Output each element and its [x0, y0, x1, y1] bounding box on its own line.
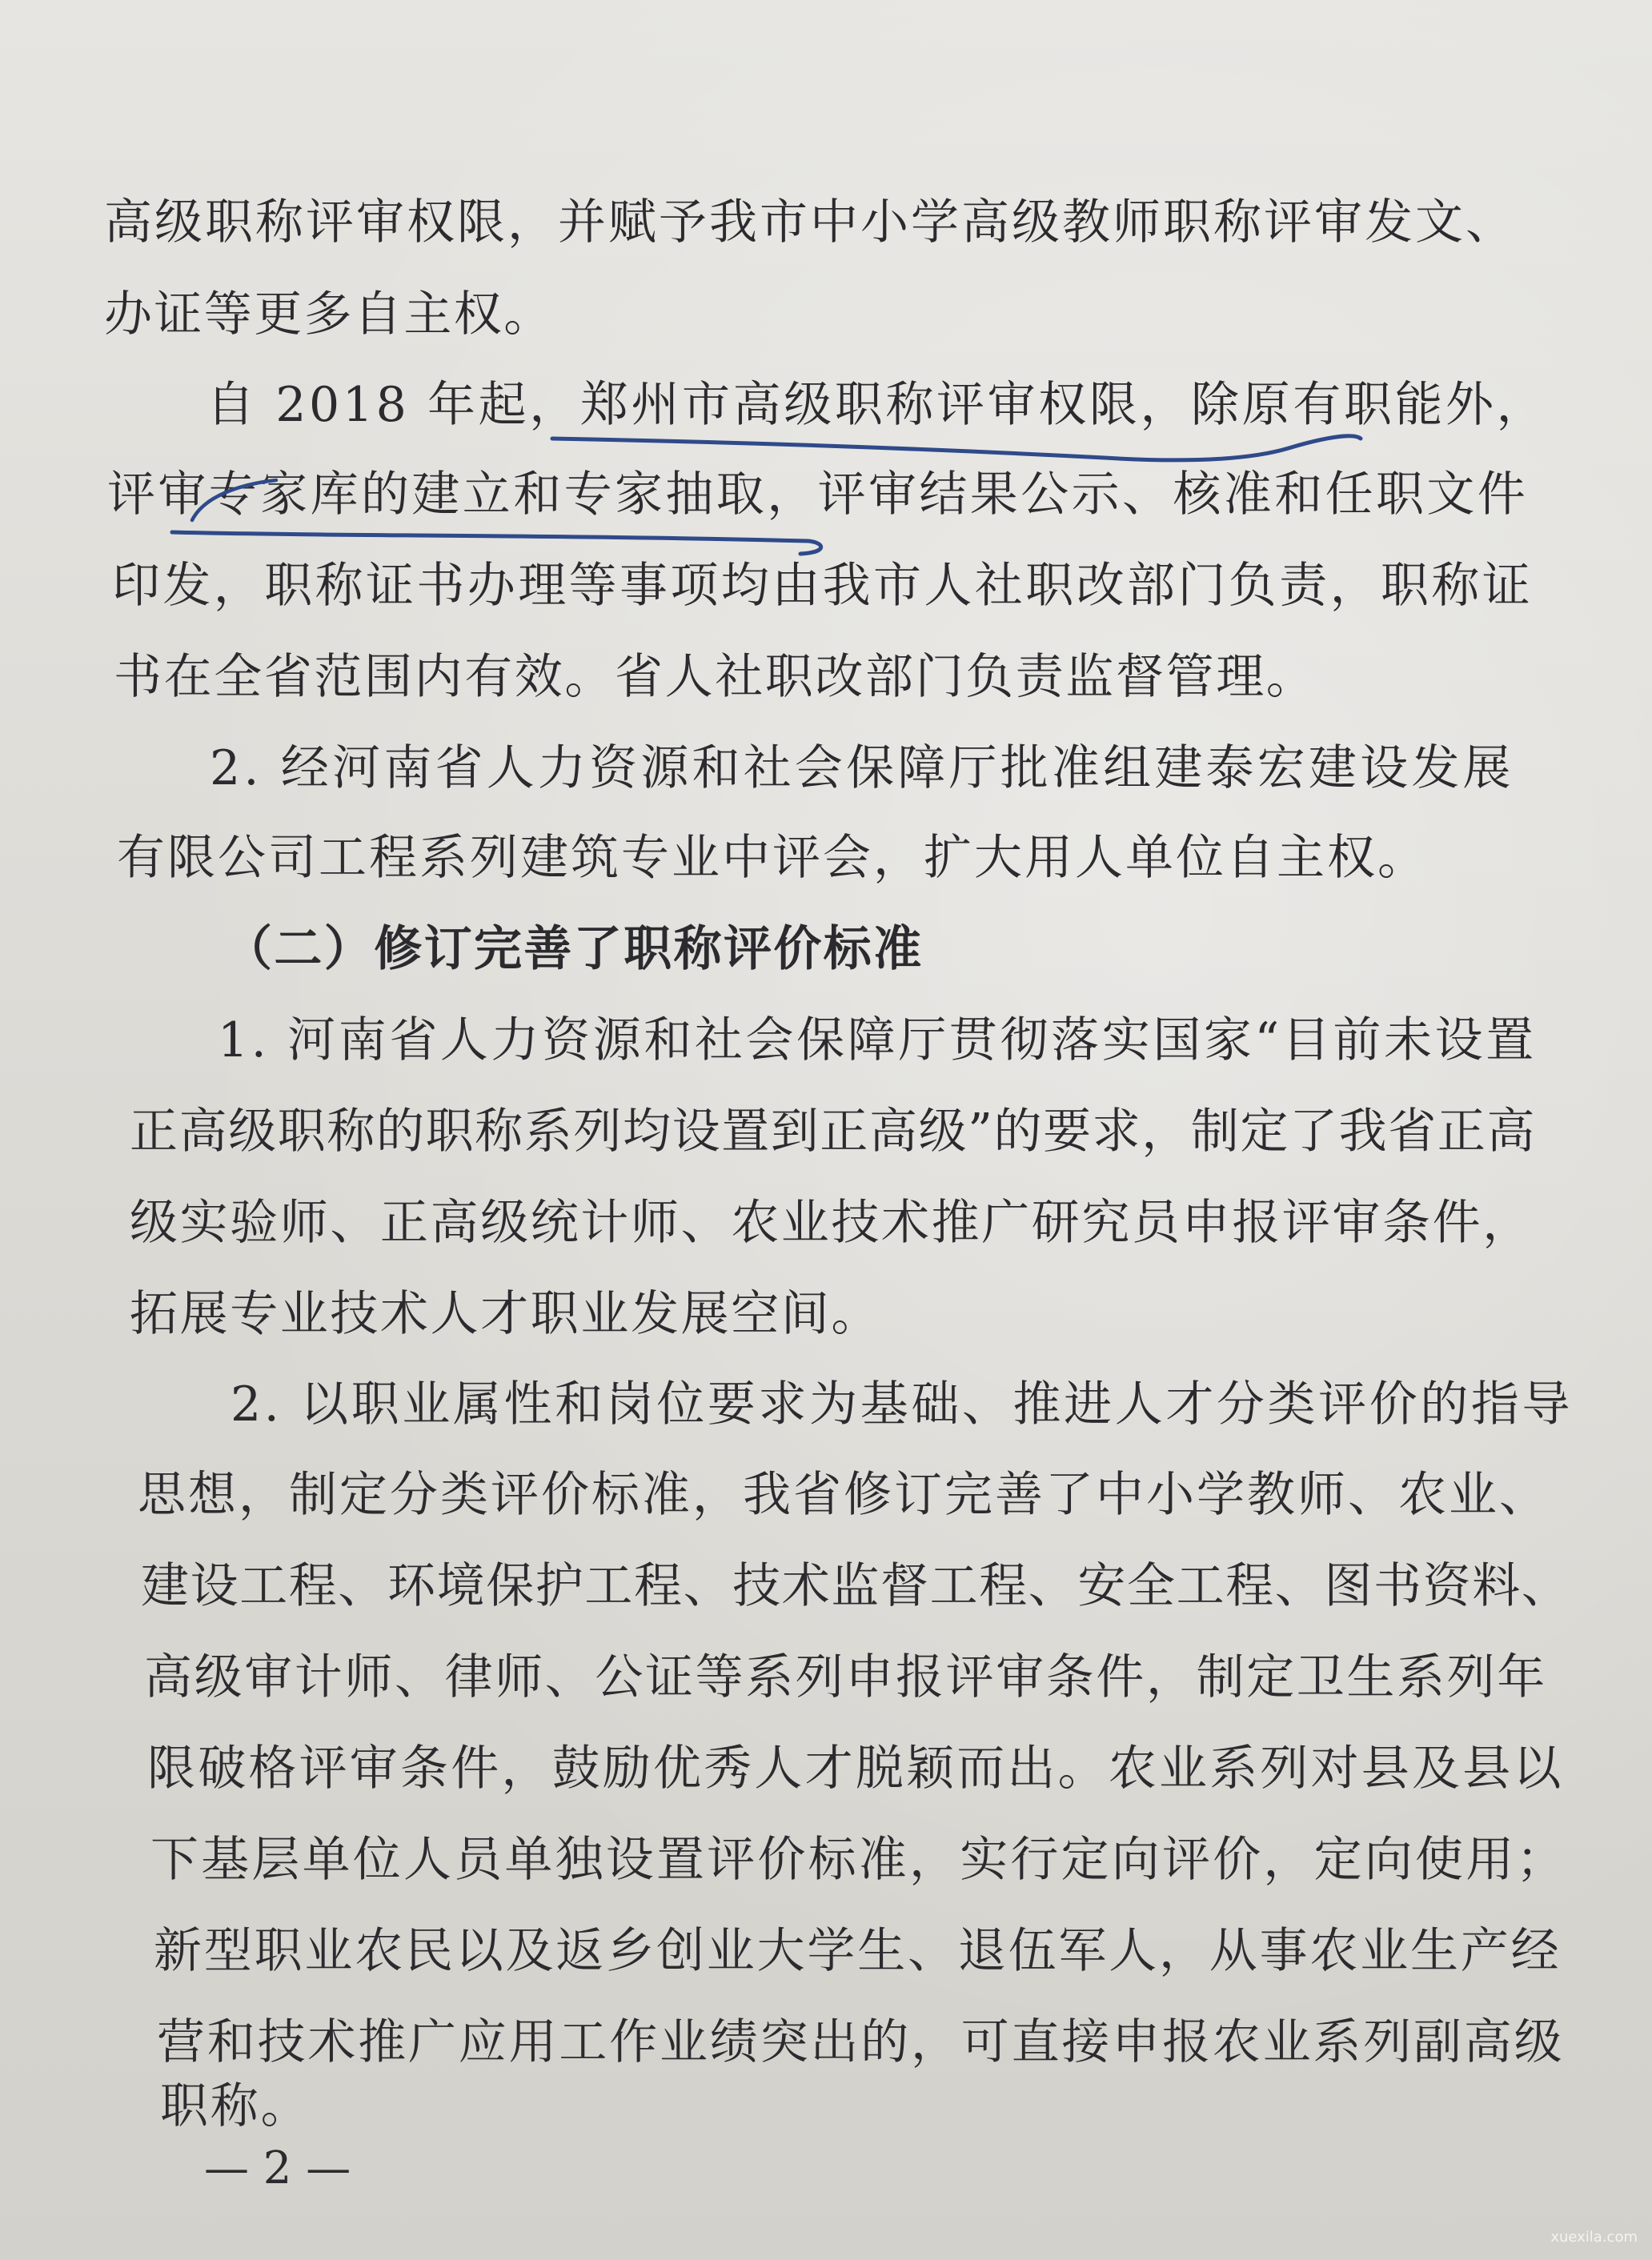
watermark-text: xuexila.com [1550, 2229, 1638, 2246]
text-line-15: 思想，制定分类评价标准，我省修订完善了中小学教师、农业、 [138, 1467, 1550, 1523]
text-line-12: 级实验师、正高级统计师、农业技术推广研究员申报评审条件， [130, 1195, 1533, 1251]
text-line-22: 职称。 [160, 2078, 311, 2134]
text-line-6: 书在全省范围内有效。省人社职改部门负责监督管理。 [114, 649, 1317, 705]
text-line-19: 下基层单位人员单独设置评价标准，实行定向评价，定向使用； [150, 1832, 1567, 1888]
text-line-18: 限破格评审条件，鼓励优秀人才脱颖而出。农业系列对县及县以 [147, 1741, 1564, 1797]
text-line-10: 1. 河南省人力资源和社会保障厅贯彻落实国家“目前未设置 [218, 1012, 1537, 1068]
text-line-5: 印发，职称证书办理等事项均由我市人社职改部门负责，职称证 [112, 558, 1534, 614]
text-line-7: 2. 经河南省人力资源和社会保障厅批准组建泰宏建设发展 [210, 740, 1514, 796]
text-line-8: 有限公司工程系列建筑专业中评会，扩大用人单位自主权。 [117, 830, 1428, 886]
pen-underline-3 [172, 532, 821, 554]
section-heading: （二）修订完善了职称评价标准 [224, 921, 924, 977]
text-line-3: 自 2018 年起，郑州市高级职称评审权限，除原有职能外， [206, 377, 1548, 433]
text-line-21: 营和技术推广应用工作业绩突出的，可直接申报农业系列副高级 [157, 2014, 1565, 2070]
text-line-14: 2. 以职业属性和岗位要求为基础、推进人才分类评价的指导 [231, 1376, 1574, 1433]
text-line-16: 建设工程、环境保护工程、技术监督工程、安全工程、图书资料、 [141, 1558, 1571, 1614]
text-line-20: 新型职业农民以及返乡创业大学生、退伍军人，从事农业生产经 [154, 1923, 1562, 1979]
page-number: — 2 — [204, 2142, 351, 2194]
pen-underline-1 [552, 436, 1361, 460]
text-line-11: 正高级职称的职称系列均设置到正高级”的要求，制定了我省正高 [130, 1104, 1537, 1160]
text-line-13: 拓展专业技术人才职业发展空间。 [130, 1286, 881, 1342]
text-line-4: 评审专家库的建立和专家抽取，评审结果公示、核准和任职文件 [107, 467, 1529, 523]
text-line-2: 办证等更多自主权。 [104, 287, 554, 343]
text-line-17: 高级审计师、律师、公证等系列申报评审条件，制定卫生系列年 [144, 1649, 1547, 1705]
text-line-1: 高级职称评审权限，并赋予我市中小学高级教师职称评审发文、 [104, 194, 1516, 250]
